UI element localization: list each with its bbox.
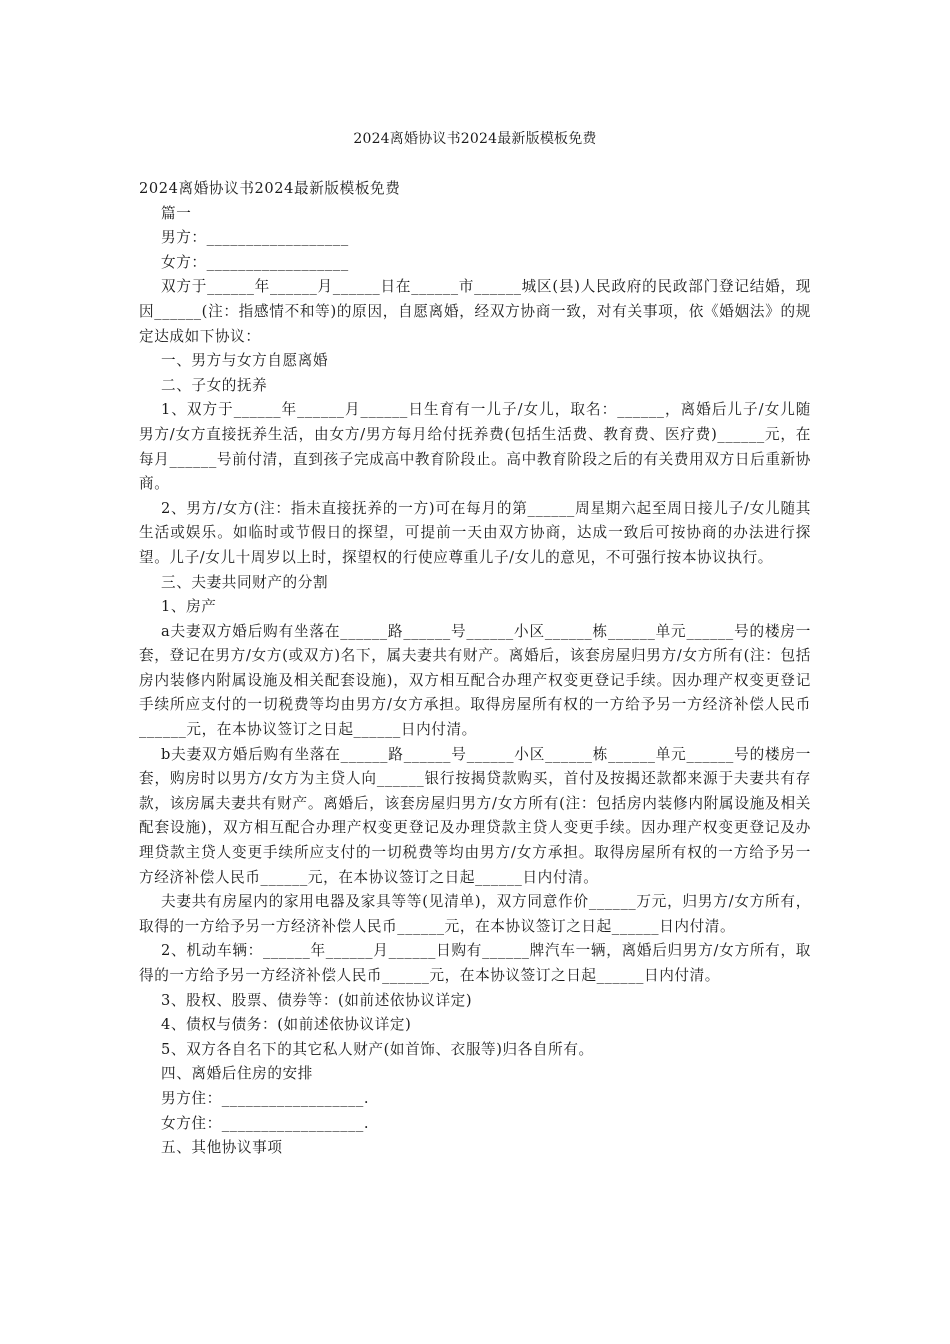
intro-paragraph: 双方于______年______月______日在______市______城区(县)人民政府的民政部门登记结婚，现因______(注：指感情不和等)的原因，自愿离婚，经双方协商一致，对有关事项，依《婚姻法》的规定达成如下协议： [139,278,811,345]
personal-property-line: 5、双方各自名下的其它私人财产(如首饰、衣服等)归各自所有。 [161,1040,594,1058]
property-subheading: 1、房产 [161,598,217,616]
visitation-paragraph: 2、男方/女方(注：指未直接抚养的一方)可在每月的第______周星期六起至周日接儿子/女儿随其生活或娱乐。如临时或节假日的探望，可提前一天由双方协商，达成一致后可按协商的办法进行探望。儿子/女儿十周岁以上时，探望权的行使应尊重儿子/女儿的意见，不可强行按本协议执行。 [139,499,811,566]
document-title: 2024离婚协议书2024最新版模板免费 [139,180,401,197]
male-party-line: 男方：__________________ [161,229,349,247]
heading-1: 一、男方与女方自愿离婚 [161,352,329,370]
female-residence-line: 女方住：__________________. [161,1114,370,1132]
section-label: 篇一 [161,204,192,222]
document-body [139,177,811,1161]
heading-4: 四、离婚后住房的安排 [161,1065,313,1083]
heading-2: 二、子女的抚养 [161,376,268,394]
vehicle-paragraph: 2、机动车辆：______年______月______日购有______牌汽车一辆，离婚后归男方/女方所有，取得的一方给予另一方经济补偿人民币______元，在本协议签订之日起______日内付清。 [139,942,811,984]
male-residence-line: 男方住：__________________. [161,1089,370,1107]
property-a-paragraph: a夫妻双方婚后购有坐落在______路______号______小区______栋______单元______号的楼房一套，登记在男方/女方(或双方)名下，属夫妻共有财产。离婚后，该套房屋归男方/女方所有(注：包括房内装修内附属设施及相关配套设施)，双方相互配合办理产权变更登记手续。因办理产权变更登记手续所应支付的一切税费等均由男方/女方承担。取得房屋所有权的一方给予另一方经济补偿人民币______元，在本协议签订之日起______日内付清。 [139,622,811,739]
child-custody-paragraph: 1、双方于______年______月______日生育有一儿子/女儿，取名：______，离婚后儿子/女儿随男方/女方直接抚养生活，由女方/男方每月给付抚养费(包括生活费、教育费、医疗费)______元，在每月______号前付清，直到孩子完成高中教育阶段止。高中教育阶段之后的有关费用双方日后重新协商。 [139,401,811,493]
female-party-line: 女方：__________________ [161,253,349,271]
heading-3: 三、夫妻共同财产的分割 [161,573,329,591]
property-b-paragraph: b夫妻双方婚后购有坐落在______路______号______小区______栋______单元______号的楼房一套，购房时以男方/女方为主贷人向______银行按揭贷款购买，首付及按揭还款都来源于夫妻共有存款，该房属夫妻共有财产。离婚后，该套房屋归男方/女方所有(注：包括房内装修内附属设施及相关配套设施)，双方相互配合办理产权变更登记及办理贷款主贷人变更手续。因办理产权变更登记及办理贷款主贷人变更手续所应支付的一切税费等均由男方/女方承担。取得房屋所有权的一方给予另一方经济补偿人民币______元，在本协议签订之日起______日内付清。 [139,745,811,886]
securities-line: 3、股权、股票、债券等：(如前述依协议详定) [161,991,473,1009]
page-header: 2024离婚协议书2024最新版模板免费 [353,131,597,147]
heading-5: 五、其他协议事项 [161,1139,283,1157]
debts-line: 4、债权与债务：(如前述依协议详定) [161,1016,412,1034]
household-items-paragraph: 夫妻共有房屋内的家用电器及家具等等(见清单)，双方同意作价______万元，归男方/女方所有，取得的一方给予另一方经济补偿人民币______元，在本协议签订之日起______日内付清。 [139,893,811,935]
